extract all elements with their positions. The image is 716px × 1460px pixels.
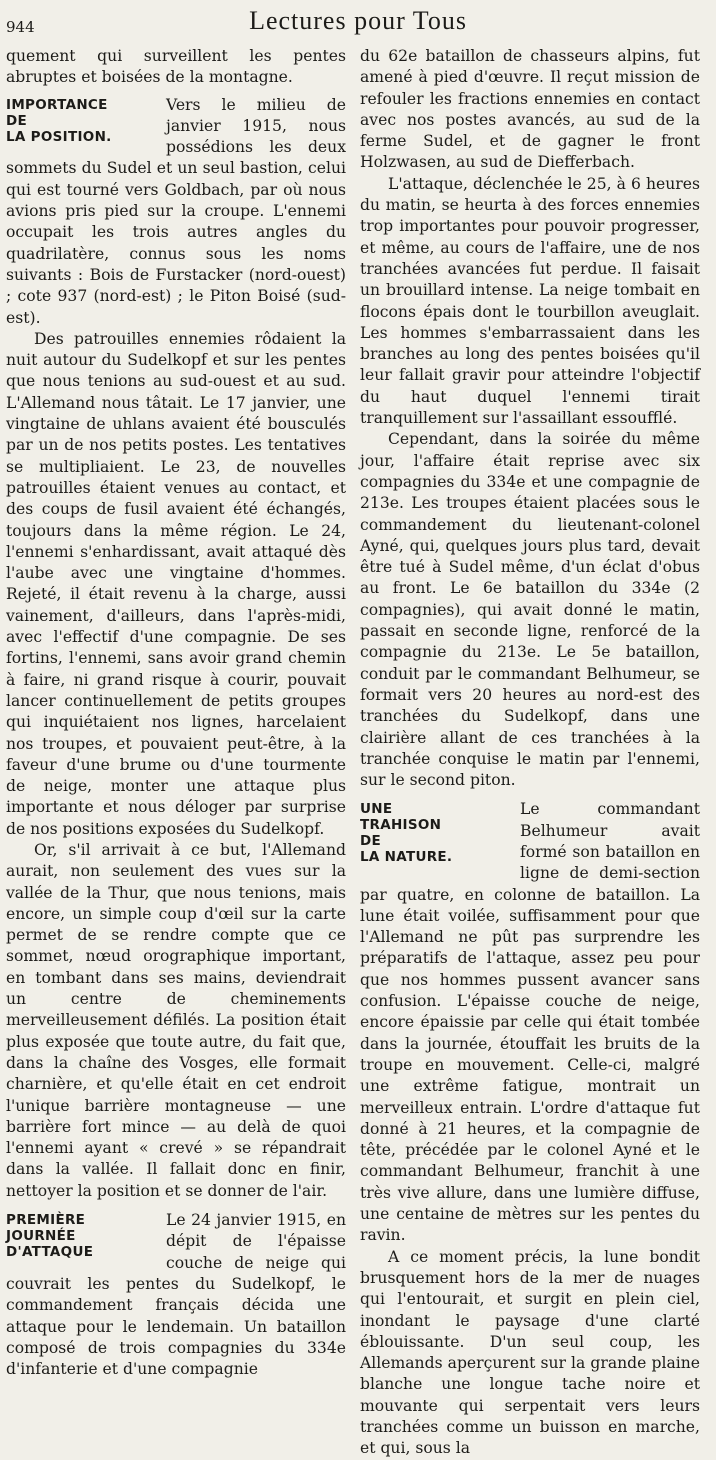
side-heading-trahison: UNE TRAHISON DE LA NATURE. [360, 801, 453, 866]
paragraph: Vers le milieu de janvier 1915, nous possédions les deux sommets du Sudel et un seul bastion, celui qui est tourné vers Goldbach, par où nous avions pris pied sur la croupe. L'ennemi occupait les trois autres angles du quadrilatère, connus sous les noms suivants : Bois de Furstacker (nord-ouest) ; cote 937 (nord-est) ; le Piton Boisé (sud-est). [6, 95, 346, 327]
paragraph: Des patrouilles ennemies rôdaient la nuit autour du Sudelkopf et sur les pentes que nous tenions au sud-ouest et au sud. L'Allemand nous tâtait. Le 17 janvier, une vingtaine de uhlans avaient été bousculés par un de nos petits postes. Les tentatives se multipliaient. Le 23, de nouvelles patrouilles étaient venues au contact, et des coups de fusil avaient été échangés, toujours dans la même région. Le 24, l'ennemi s'enhardissant, avait attaqué dès l'aube avec une vingtaine d'hommes. Rejeté, il était revenu à la charge, aussi vainement, d'ailleurs, dans l'après-midi, avec l'effectif d'une compagnie. De ses fortins, l'ennemi, sans avoir grand chemin à faire, ni grand risque à courir, pouvait lancer continuellement de petits groupes qui inquiétaient nos lignes, harcelaient nos troupes, et pouvaient peut-être, à la faveur d'une brume ou d'une tourmente de neige, monter une attaque plus importante et nous déloger par surprise de nos positions exposées du Sudelkopf. [6, 329, 346, 838]
paragraph: du 62e bataillon de chasseurs alpins, fut amené à pied d'œuvre. Il reçut mission de refouler les fractions ennemies en contact avec nos postes avancés, au sud de la ferme Sudel, et de gagner le front Holzwasen, au sud de Diefferbach. [360, 47, 700, 172]
page-header [0, 4, 716, 38]
left-column [6, 46, 346, 1380]
paragraph: Cependant, dans la soirée du même jour, l'affaire était reprise avec six compagnies du 334e et une compagnie de 213e. Les troupes étaient placées sous le commandement du lieutenant-colonel Ayné, qui, quelques jours plus tard, devait être tué à Sudel même, d'un éclat d'obus au front. Le 6e bataillon du 334e (2 compagnies), qui avait donné le matin, passait en seconde ligne, renforcé de la compagnie du 213e. Le 5e bataillon, conduit par le commandant Belhumeur, se formait vers 20 heures au nord-est des tranchées du Sudelkopf, dans une clairière allant de ces tranchées à la tranchée conquise le matin par l'ennemi, sur le second piton. [360, 430, 700, 790]
paragraph: quement qui surveillent les pentes abruptes et boisées de la montagne. [6, 47, 346, 87]
paragraph: A ce moment précis, la lune bondit brusquement hors de la mer de nuages qui l'entourait, et surgit en plein ciel, inondant le paysage d'une clarté éblouissante. D'un seul coup, les Allemands aperçurent sur la grande plaine blanche une longue tache noire et mouvante qui serpentait vers leurs tranchées comme un buisson en marche, et qui, sous la [360, 1247, 700, 1458]
paragraph: Le 24 janvier 1915, en dépit de l'épaisse couche de neige qui couvrait les pentes du Sudelkopf, le commandement français décida une attaque pour le lendemain. Un bataillon composé de trois compagnies du 334e d'infanterie et d'une compagnie [6, 1211, 346, 1379]
paragraph: L'attaque, déclenchée le 25, à 6 heures du matin, se heurta à des forces ennemies trop importantes pour pouvoir progresser, et même, au cours de l'affaire, une de nos tranchées avancées fut perdue. Il faisait un brouillard intense. La neige tombait en flocons épais dont le tourbillon aveuglait. Les hommes s'embarrassaient dans les branches au long des pentes boisées qu'il leur fallait gravir pour atteindre l'objectif du haut duquel l'ennemi tirait tranquillement sur l'assaillant essoufflé. [360, 174, 700, 428]
side-heading-importance: IMPORTANCE DE LA POSITION. [6, 96, 112, 145]
paragraph: Le commandant Belhumeur avait formé son bataillon en ligne de demi-section par quatre, en colonne de bataillon. La lune était voilée, suffisamment pour que l'Allemand ne pût pas surprendre les préparatifs de l'attaque, assez peu pour que nos hommes pussent avancer sans confusion. L'épaisse couche de neige, encore épaissie par celle qui était tombée dans la journée, étouffait les bruits de la troupe en mouvement. Celle-ci, malgré une extrême fatigue, montrait un merveilleux entrain. L'ordre d'attaque fut donné à 21 heures, et la compagnie de tête, précédée par le colonel Ayné et le commandant Belhumeur, franchit à une très vive allure, dans une lumière diffuse, une centaine de mètres sur les pentes du ravin. [360, 800, 700, 1245]
paragraph: Or, s'il arrivait à ce but, l'Allemand aurait, non seulement des vues sur la vallée de la Thur, que nous tenions, mais encore, un simple coup d'œil sur la carte permet de se rendre compte que ce sommet, nœud orographique important, en tombant dans ses mains, deviendrait un centre de cheminements merveilleusement défilés. La position était plus exposée que toute autre, du fait que, dans la chaîne des Vosges, elle formait charnière, et qu'elle était en cet endroit l'unique barrière montagneuse — une barrière fort mince — au delà de quoi l'ennemi ayant « crevé » se répandrait dans la vallée. Il fallait donc en finir, nettoyer la position et se donner de l'air. [6, 840, 346, 1200]
side-heading-premiere-journee: PREMIÈRE JOURNÉE D'ATTAQUE [6, 1212, 94, 1261]
page-number: 944 [6, 18, 35, 36]
running-title: Lectures pour Tous [249, 6, 467, 35]
right-column [360, 46, 700, 1460]
